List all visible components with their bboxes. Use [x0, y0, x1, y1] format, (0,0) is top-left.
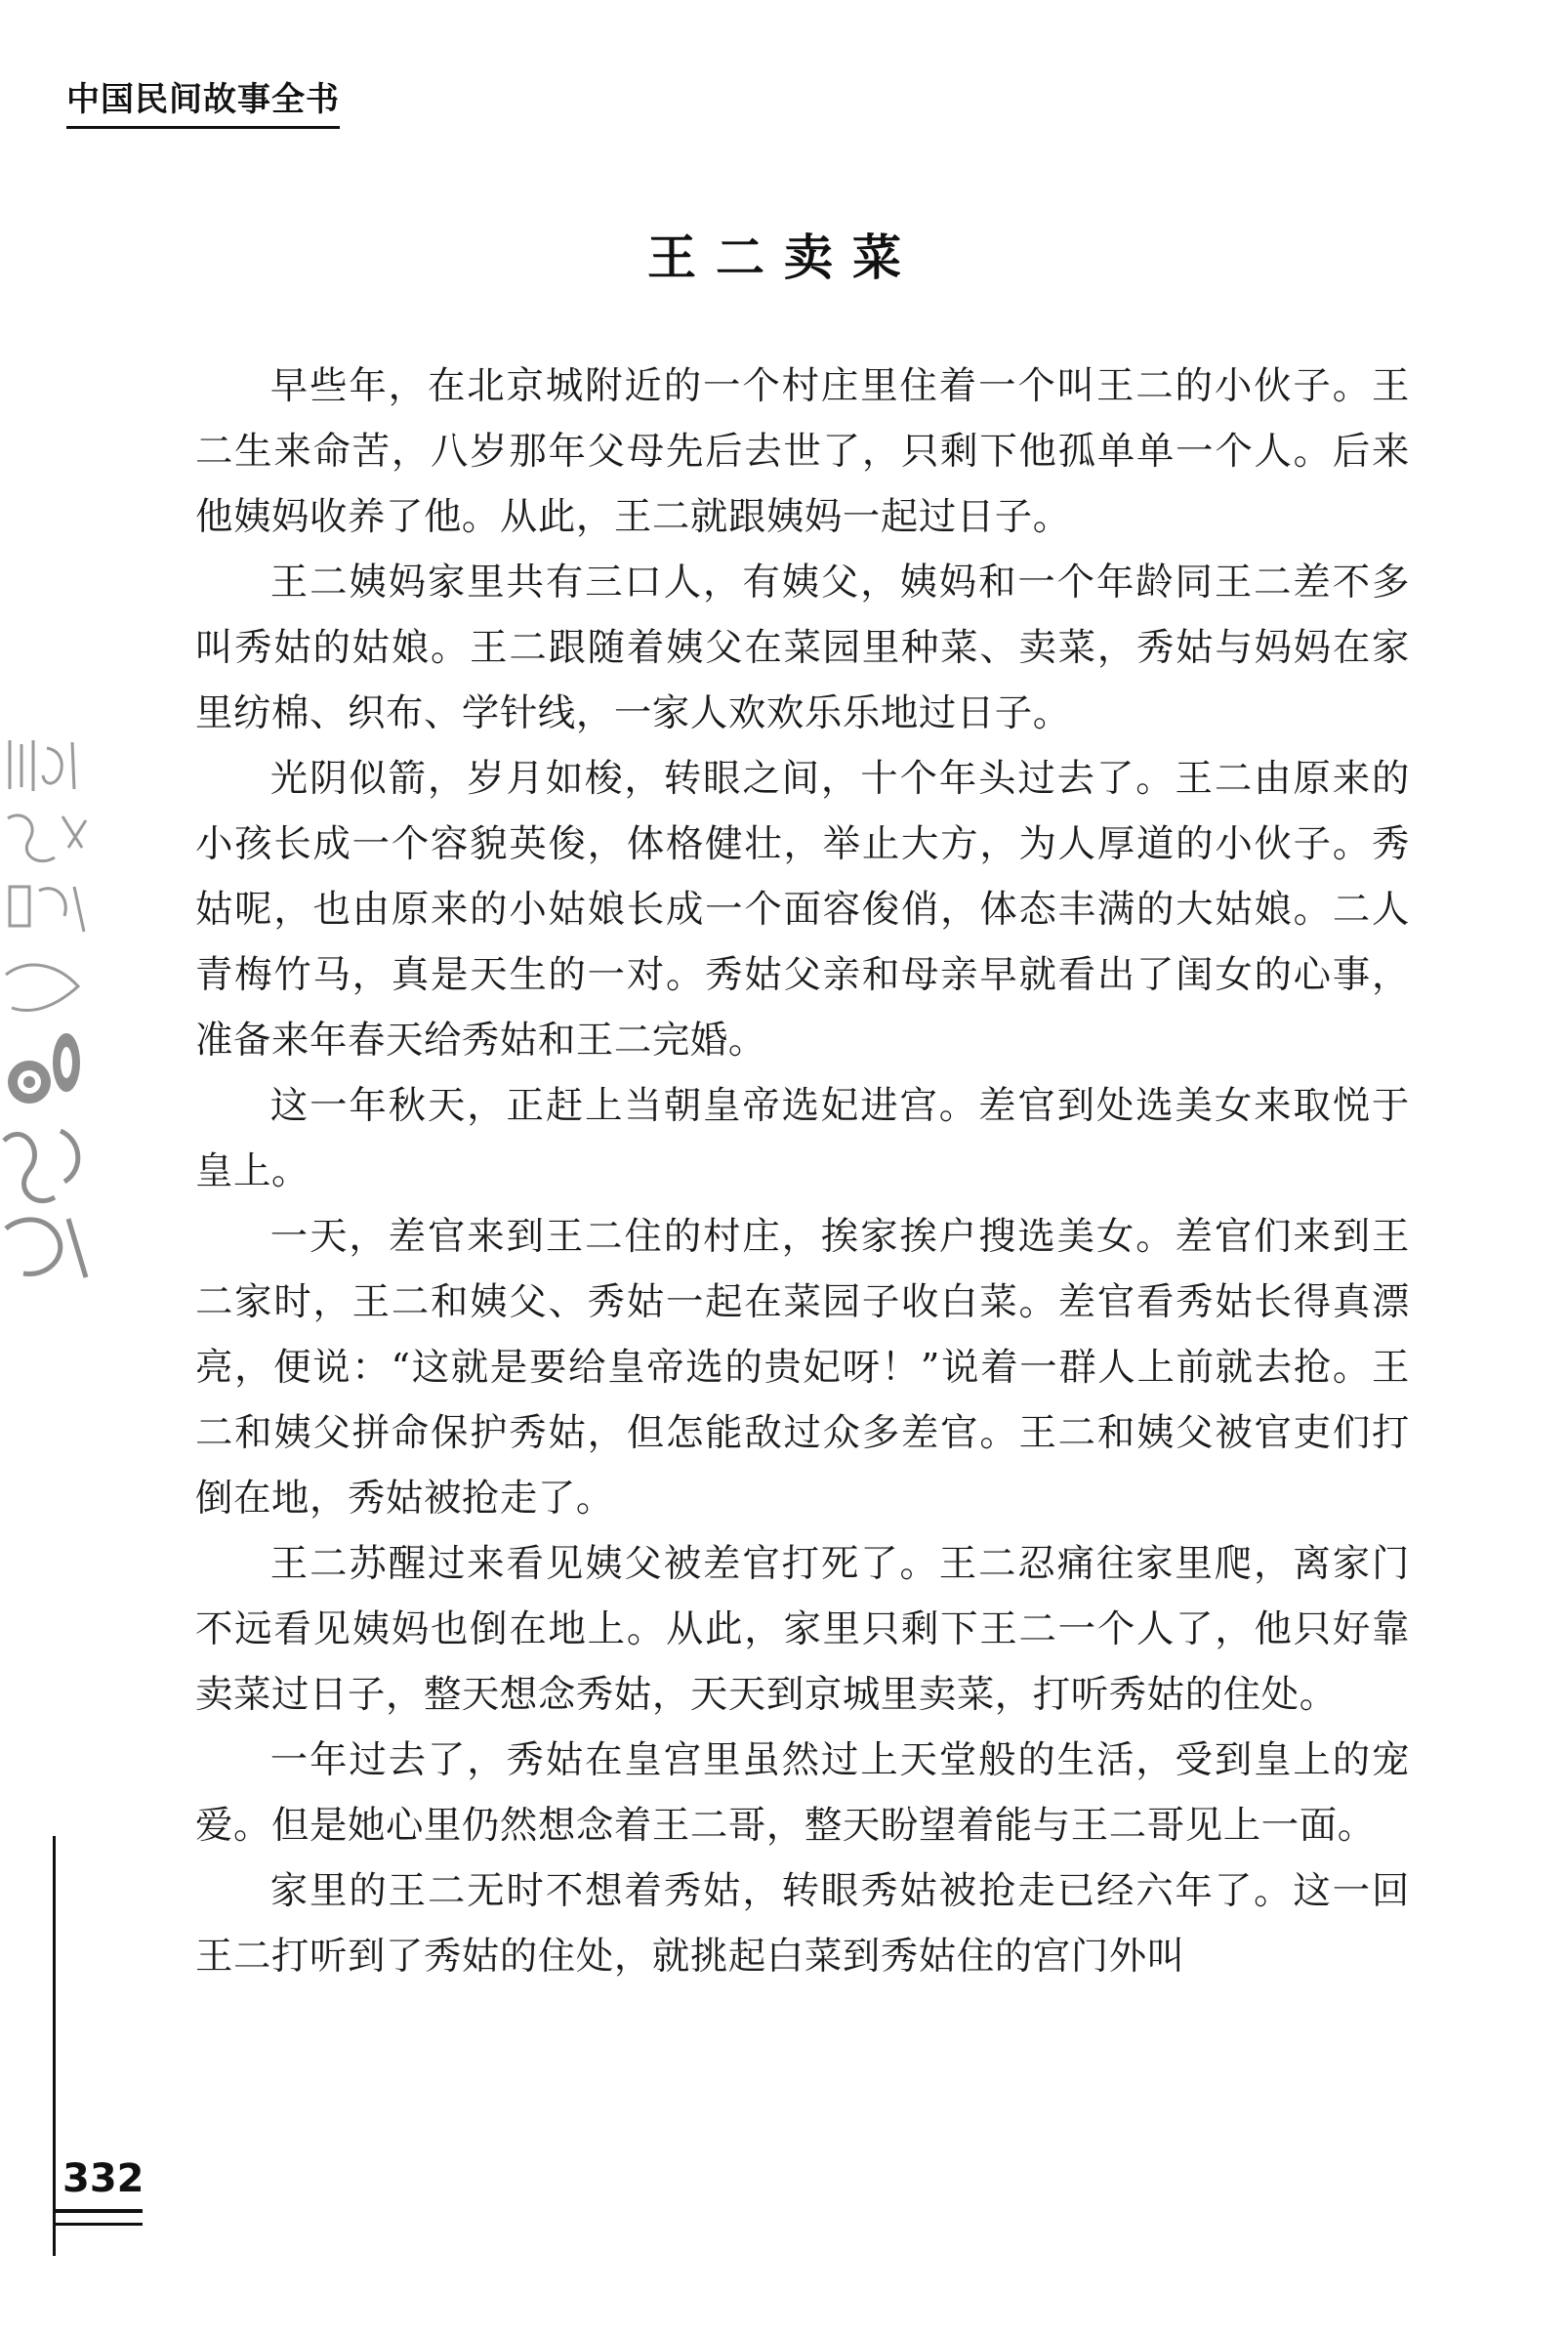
story-title: 王二卖菜: [647, 229, 921, 286]
page-number-rule: [53, 2209, 143, 2226]
ornament-pattern-icon: [0, 730, 90, 1307]
page-number: 332: [62, 2156, 144, 2201]
margin-ornament-decoration: [0, 730, 90, 1307]
paragraph: 一年过去了，秀姑在皇宫里虽然过上天堂般的生活，受到皇上的宠爱。但是她心里仍然想念着王二哥，整天盼望着能与王二哥见上一面。: [195, 1738, 1410, 1848]
paragraph: 早些年，在北京城附近的一个村庄里住着一个叫王二的小伙子。王二生来命苦，八岁那年父母先后去世了，只剩下他孤单单一个人。后来他姨妈收养了他。从此，王二就跟姨妈一起过日子。: [195, 364, 1410, 539]
story-body: [195, 354, 1410, 1989]
paragraph: 王二苏醒过来看见姨父被差官打死了。王二忍痛往家里爬，离家门不远看见姨妈也倒在地上。从此，家里只剩下王二一个人了，他只好靠卖菜过日子，整天想念秀姑，天天到京城里卖菜，打听秀姑的住处。: [195, 1542, 1410, 1717]
paragraph: 一天，差官来到王二住的村庄，挨家挨户搜选美女。差官们来到王二家时，王二和姨父、秀姑一起在菜园子收白菜。差官看秀姑长得真漂亮，便说：“这就是要给皇帝选的贵妃呀！”说着一群人上前就去抢。王二和姨父拼命保护秀姑，但怎能敌过众多差官。王二和姨父被官吏们打倒在地，秀姑被抢走了。: [195, 1215, 1410, 1521]
paragraph: 光阴似箭，岁月如梭，转眼之间，十个年头过去了。王二由原来的小孩长成一个容貌英俊，体格健壮，举止大方，为人厚道的小伙子。秀姑呢，也由原来的小姑娘长成一个面容俊俏，体态丰满的大姑娘。二人青梅竹马，真是天生的一对。秀姑父亲和母亲早就看出了闺女的心事，准备来年春天给秀姑和王二完婚。: [195, 757, 1410, 1063]
series-header: 中国民间故事全书: [66, 72, 340, 129]
paragraph: 王二姨妈家里共有三口人，有姨父，姨妈和一个年龄同王二差不多叫秀姑的姑娘。王二跟随着姨父在菜园里种菜、卖菜，秀姑与妈妈在家里纺棉、织布、学针线，一家人欢欢乐乐地过日子。: [195, 561, 1410, 735]
paragraph: 这一年秋天，正赶上当朝皇帝选妃进宫。差官到处选美女来取悦于皇上。: [195, 1084, 1410, 1193]
margin-rule: [53, 1836, 56, 2256]
paragraph: 家里的王二无时不想着秀姑，转眼秀姑被抢走已经六年了。这一回王二打听到了秀姑的住处，就挑起白菜到秀姑住的宫门外叫: [195, 1869, 1410, 1979]
